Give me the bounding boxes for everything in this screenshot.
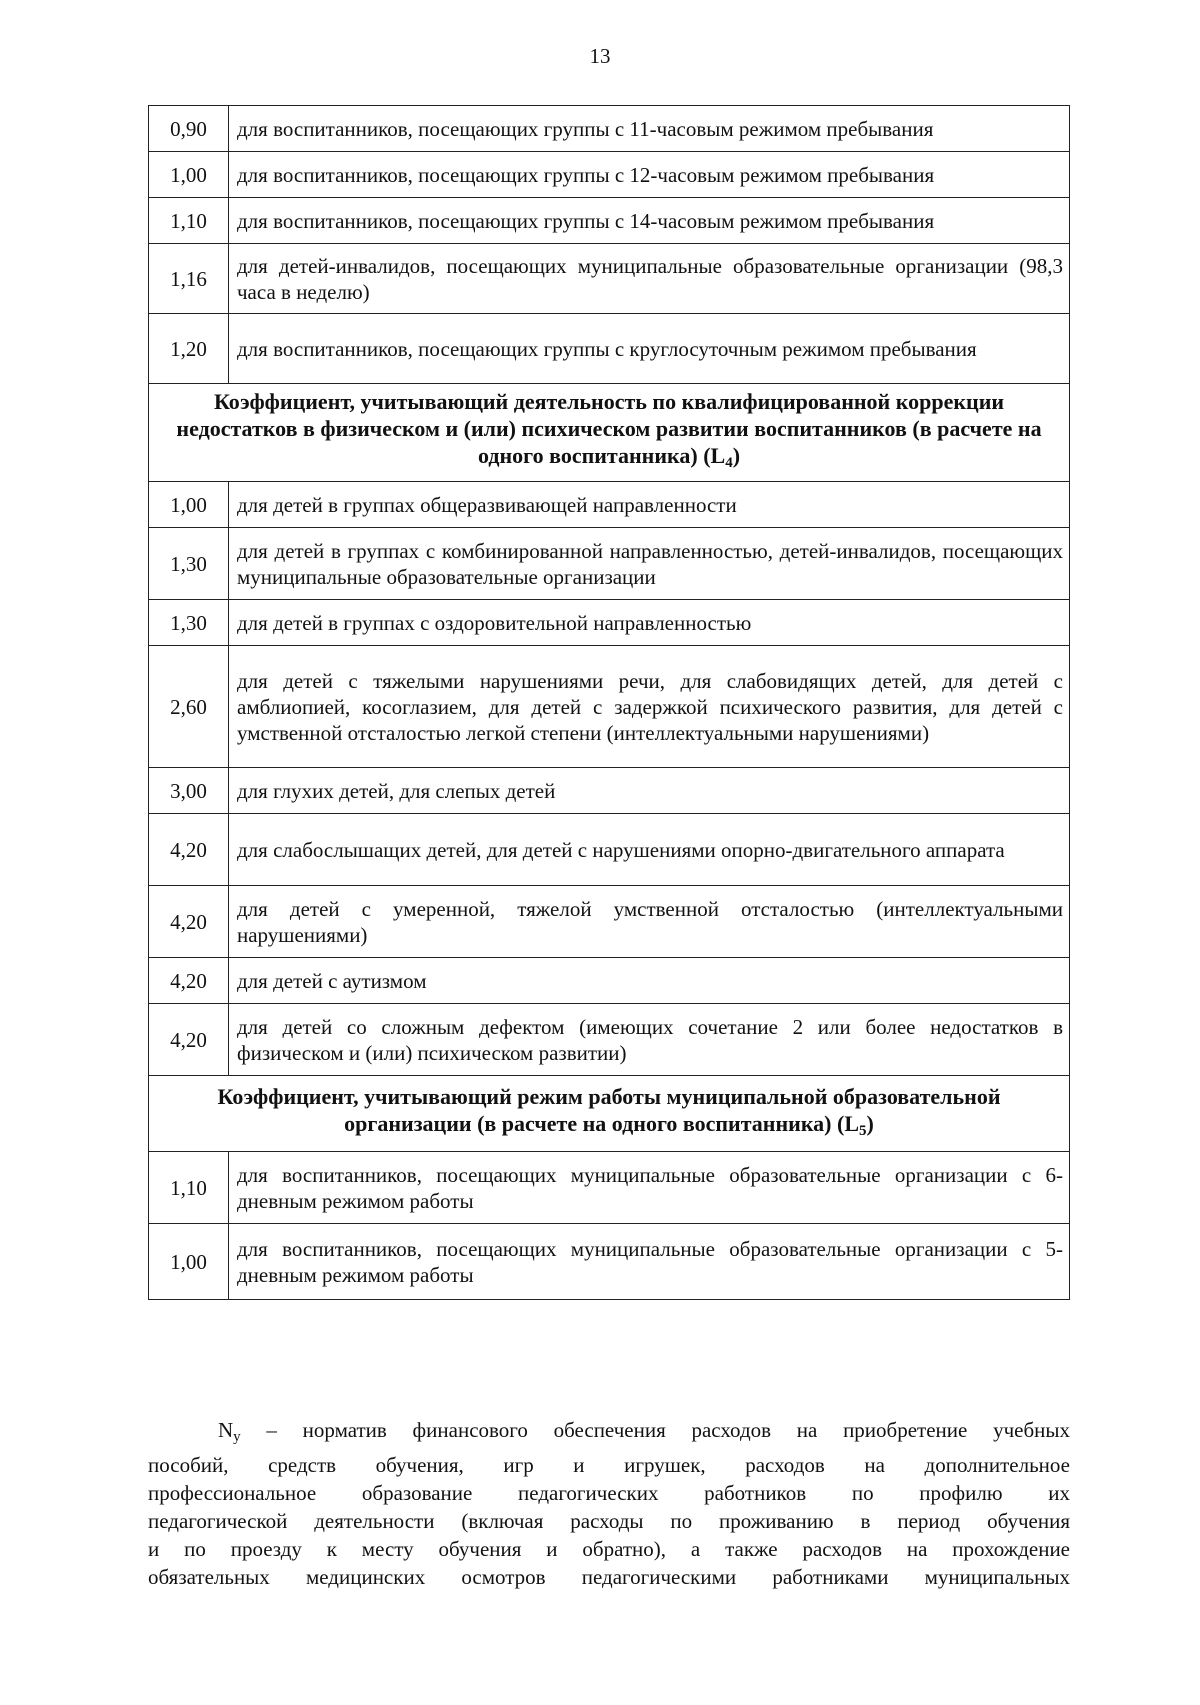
table-row [149, 198, 1070, 244]
coefficient-value: 1,00 [149, 1224, 229, 1300]
coefficient-value: 1,00 [149, 482, 229, 528]
table-row [149, 528, 1070, 600]
coefficient-value: 4,20 [149, 1004, 229, 1076]
page-number: 13 [589, 44, 611, 68]
table-row [149, 768, 1070, 814]
section-header-row [149, 1076, 1070, 1152]
coefficient-description: для воспитанников, посещающих группы с 12-часовым режимом пребывания [229, 152, 1070, 198]
coefficient-value: 4,20 [149, 886, 229, 958]
coefficient-description: для воспитанников, посещающих группы с круглосуточным режимом пребывания [229, 314, 1070, 384]
section-title-close: ) [866, 1110, 874, 1136]
table-row [149, 152, 1070, 198]
coefficient-description: для воспитанников, посещающих муниципальные образовательные организации с 6-дневным режимом работы [229, 1152, 1070, 1224]
coefficient-value: 1,16 [149, 244, 229, 314]
section-subscript: 5 [859, 1122, 867, 1139]
coefficient-description: для воспитанников, посещающих группы с 14-часовым режимом пребывания [229, 198, 1070, 244]
section-header-row [149, 384, 1070, 482]
body-paragraph [148, 1416, 1070, 1591]
coefficient-value: 1,20 [149, 314, 229, 384]
coefficient-description: для детей с умеренной, тяжелой умственной отсталостью (интеллектуальными нарушениями) [229, 886, 1070, 958]
coefficient-description: для воспитанников, посещающих группы с 11-часовым режимом пребывания [229, 106, 1070, 152]
norm-symbol: N [218, 1418, 234, 1442]
paragraph-line: обязательных медицинских осмотров педагогическими работниками муниципальных [148, 1565, 1070, 1589]
coefficient-description: для детей с тяжелыми нарушениями речи, для слабовидящих детей, для детей с амблиопией, косоглазием, для детей с задержкой психического развития, для детей с умственной отсталостью легкой степени (интеллектуальными нарушениями) [229, 646, 1070, 768]
table-row [149, 482, 1070, 528]
table-row [149, 106, 1070, 152]
coefficient-description: для детей в группах общеразвивающей направленности [229, 482, 1070, 528]
coefficient-value: 1,00 [149, 152, 229, 198]
coefficient-value: 1,30 [149, 528, 229, 600]
table-row [149, 1004, 1070, 1076]
paragraph-text: – норматив финансового обеспечения расходов на приобретение учебных [240, 1418, 1070, 1442]
section-title: Коэффициент, учитывающий режим работы муниципальной образовательной организации (в расчете на одного воспитанника) (L [217, 1083, 1001, 1136]
section-header-l5 [149, 1076, 1070, 1152]
table-row [149, 600, 1070, 646]
coefficient-description: для детей в группах с комбинированной направленностью, детей-инвалидов, посещающих муниципальные образовательные организации [229, 528, 1070, 600]
coefficient-description: для детей со сложным дефектом (имеющих сочетание 2 или более недостатков в физическом и (или) психическом развитии) [229, 1004, 1070, 1076]
section-header-l4 [149, 384, 1070, 482]
section-title-close: ) [732, 443, 741, 468]
coefficient-description: для детей-инвалидов, посещающих муниципальные образовательные организации (98,3 часа в неделю) [229, 244, 1070, 314]
coefficient-description: для слабослышащих детей, для детей с нарушениями опорно-двигательного аппарата [229, 814, 1070, 886]
coefficient-table [148, 105, 1070, 1300]
paragraph-line: педагогической деятельности (включая расходы по проживанию в период обучения [148, 1509, 1070, 1533]
coefficient-value: 3,00 [149, 768, 229, 814]
coefficient-description: для детей в группах с оздоровительной направленностью [229, 600, 1070, 646]
coefficient-description: для детей с аутизмом [229, 958, 1070, 1004]
coefficient-value: 1,10 [149, 1152, 229, 1224]
table-row [149, 958, 1070, 1004]
coefficient-value: 4,20 [149, 958, 229, 1004]
coefficient-value: 1,30 [149, 600, 229, 646]
coefficient-value: 1,10 [149, 198, 229, 244]
coefficient-description: для воспитанников, посещающих муниципальные образовательные организации с 5-дневным режимом работы [229, 1224, 1070, 1300]
section-subscript: 4 [725, 455, 733, 471]
coefficient-value: 4,20 [149, 814, 229, 886]
table-row [149, 886, 1070, 958]
paragraph-line: пособий, средств обучения, игр и игрушек, расходов на дополнительное [148, 1453, 1070, 1477]
coefficient-value: 0,90 [149, 106, 229, 152]
paragraph-line: и по проезду к месту обучения и обратно), а также расходов на прохождение [148, 1537, 1070, 1561]
table-row [149, 646, 1070, 768]
coefficient-description: для глухих детей, для слепых детей [229, 768, 1070, 814]
table-row [149, 1224, 1070, 1300]
paragraph-line [148, 1416, 1070, 1451]
norm-symbol-subscript: у [233, 1429, 241, 1445]
table-row [149, 244, 1070, 314]
paragraph-line: профессиональное образование педагогических работников по профилю их [148, 1481, 1070, 1505]
table-row [149, 1152, 1070, 1224]
table-row [149, 814, 1070, 886]
coefficient-value: 2,60 [149, 646, 229, 768]
table-row [149, 314, 1070, 384]
section-title: Коэффициент, учитывающий деятельность по квалифицированной коррекции недостатков в физическом и (или) психическом развитии воспитанников (в расчете на одного воспитанника) (L [176, 389, 1042, 468]
